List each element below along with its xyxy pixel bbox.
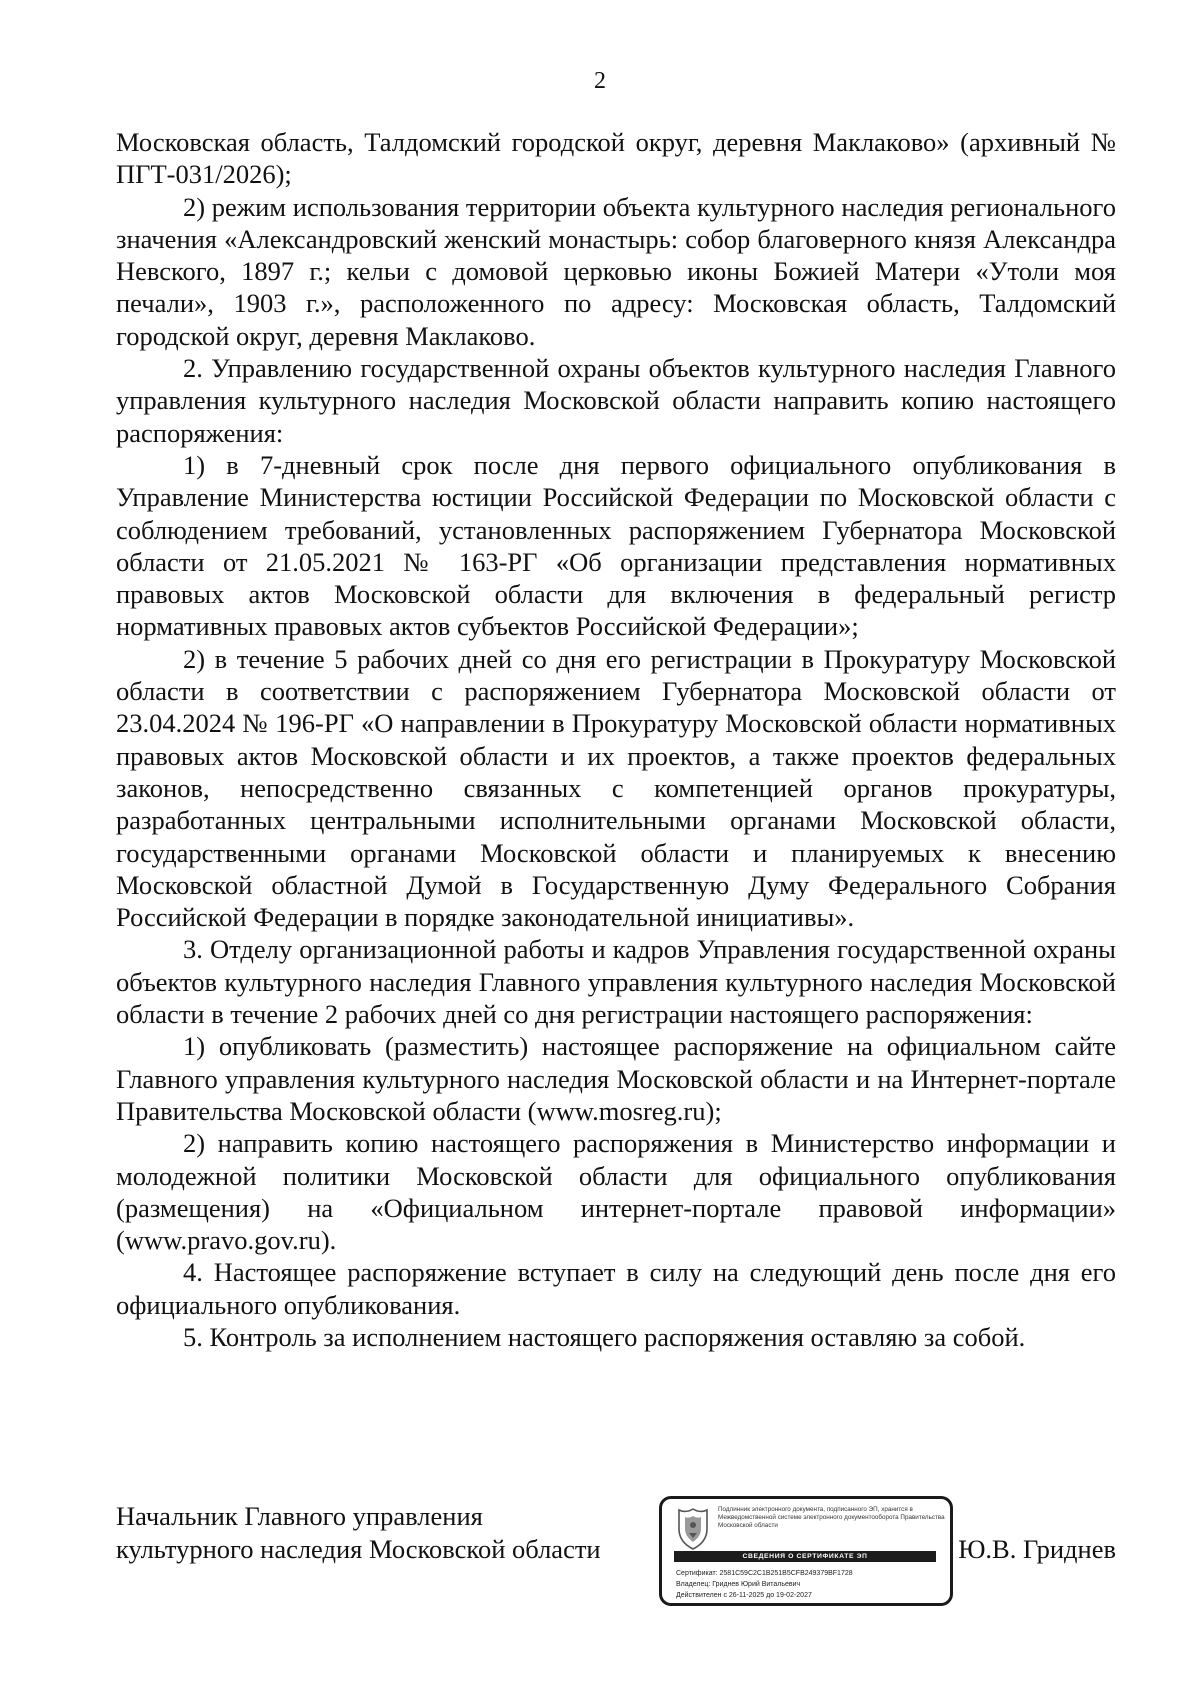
stamp-validity: Действителен с 26-11-2025 до 19-02-2027 <box>676 1592 812 1599</box>
paragraph: Московская область, Талдомский городской округ, деревня Маклаково» (архивный № ПГТ-031/2026); <box>116 127 1116 190</box>
signature-position <box>116 1500 601 1566</box>
stamp-owner: Владелец: Гриднев Юрий Витальевич <box>676 1581 801 1588</box>
page-number: 2 <box>594 68 606 94</box>
stamp-certificate: Сертификат: 2581C59C2C1B251B5CFB249379BF1728 <box>676 1570 853 1577</box>
paragraph: 2) направить копию настоящего распоряжения в Министерство информации и молодежной политики Московской области для официального опубликования (размещения) на «Официальном интернет-портале правовой информации» (www.pravo.gov.ru). <box>116 1128 1116 1256</box>
stamp-details <box>676 1568 946 1601</box>
signer-name: Ю.В. Гриднев <box>958 1534 1116 1564</box>
stamp-header: СВЕДЕНИЯ О СЕРТИФИКАТЕ ЭП <box>674 1551 936 1562</box>
document-body <box>116 126 1116 1353</box>
paragraph: 3. Отделу организационной работы и кадров Управления государственной охраны объектов культурного наследия Главного управления культурного наследия Московской области в течение 2 рабочих дней со дня регистрации настоящего распоряжения: <box>116 934 1116 1030</box>
coat-of-arms-icon <box>674 1507 712 1551</box>
stamp-note: Подлинник электронного документа, подписанного ЭП, хранится в Межведомственной системе электронного документооборота Правительства Московской области <box>718 1506 945 1529</box>
paragraph: 5. Контроль за исполнением настоящего распоряжения оставляю за собой. <box>183 1321 1026 1352</box>
paragraph: 4. Настоящее распоряжение вступает в силу на следующий день после дня его официального опубликования. <box>116 1257 1116 1320</box>
paragraph: 2. Управлению государственной охраны объектов культурного наследия Главного управления культурного наследия Московской области направить копию настоящего распоряжения: <box>116 353 1116 448</box>
paragraph: 1) в 7-дневный срок после дня первого официального опубликования в Управление Министерства юстиции Российской Федерации по Московской области с соблюдением требований, установленных распоряжением Губернатора Московской области от 21.05.2021 № 163-РГ «Об организации представления нормативных правовых актов Московской области для включения в федеральный регистр нормативных правовых актов субъектов Российской Федерации»; <box>116 449 1116 642</box>
paragraph: 1) опубликовать (разместить) настоящее распоряжение на официальном сайте Главного управления культурного наследия Московской области и на Интернет-портале Правительства Московской области (www.mosreg.ru); <box>116 1031 1116 1126</box>
signature-position-line: культурного наследия Московской области <box>116 1534 601 1564</box>
electronic-signature-stamp <box>659 1496 953 1606</box>
signature-position-line: Начальник Главного управления <box>116 1501 483 1531</box>
paragraph: 2) режим использования территории объекта культурного наследия регионального значения «Александровский женский монастырь: собор благоверного князя Александра Невского, 1897 г.; кельи с домовой церковью иконы Божией Матери «Утоли моя печали», 1903 г.», расположенного по адресу: Московская область, Талдомский городской округ, деревня Маклаково. <box>116 191 1116 351</box>
paragraph: 2) в течение 5 рабочих дней со дня его регистрации в Прокуратуру Московской области в соответствии с распоряжением Губернатора Московской области от 23.04.2024 № 196-РГ «О направлении в Прокуратуру Московской области нормативных правовых актов Московской области и их проектов, а также проектов федеральных законов, непосредственно связанных с компетенцией органов прокуратуры, разработанных центральными исполнительными органами Московской области, государственными органами Московской области и планируемых к внесению Московской областной Думой в Государственную Думу Федерального Собрания Российской Федерации в порядке законодательной инициативы». <box>116 643 1116 933</box>
